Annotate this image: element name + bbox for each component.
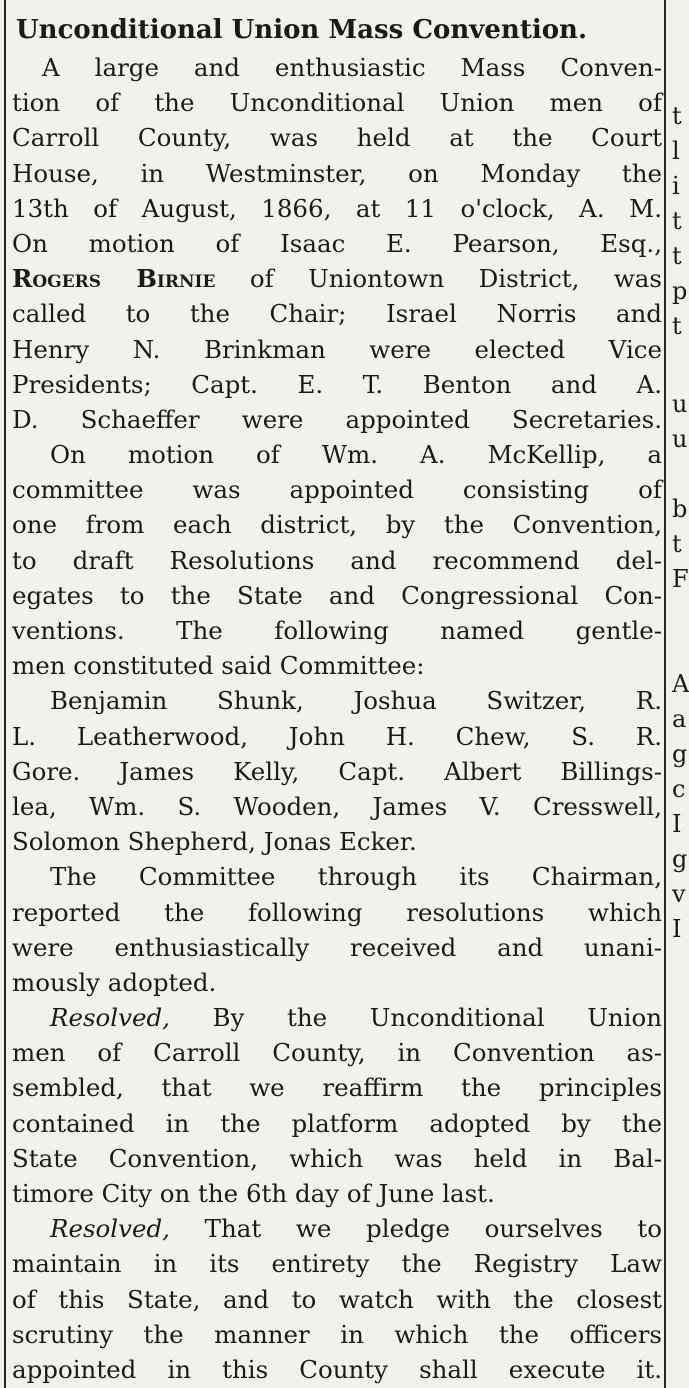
text-line: Presidents; Capt. E. T. Benton and A. (12, 369, 662, 399)
paragraph-6 (12, 1211, 662, 1387)
paragraph-2 (12, 437, 662, 683)
fragment-char: v (672, 880, 686, 908)
text-line: sembled, that we reaffirm the principles (12, 1073, 662, 1103)
text-fragment: By the Unconditional Union (212, 1003, 662, 1033)
text-line: 13th of August, 1866, at 11 o'clock, A. M. (12, 193, 662, 223)
resolved-label: Resolved, (50, 1214, 170, 1244)
chairman-name: Rogers Birnie (12, 264, 216, 294)
fragment-char: c (672, 775, 686, 803)
text-line: State Convention, which was held in Bal- (12, 1143, 662, 1173)
text-line: Carroll County, was held at the Court (12, 123, 662, 153)
text-line: men constituted said Committee: (12, 651, 425, 681)
fragment-char: t (672, 207, 682, 235)
text-line: called to the Chair; Israel Norris and (12, 299, 662, 329)
fragment-char: t (672, 530, 682, 558)
text-line: one from each district, by the Convention, (12, 510, 662, 540)
text-line: Benjamin Shunk, Joshua Switzer, R. (50, 686, 662, 716)
paragraph-3 (12, 683, 662, 859)
text-line: appointed in this County shall execute it. (12, 1354, 662, 1384)
text-line: Solomon Shepherd, Jonas Ecker. (12, 827, 417, 857)
text-line: On motion of Isaac E. Pearson, Esq., (12, 228, 662, 258)
column-rule-right (664, 0, 666, 1388)
fragment-char: a (672, 705, 687, 733)
text-line: tion of the Unconditional Union men of (12, 88, 662, 118)
text-fragment: That we pledge ourselves to (204, 1214, 662, 1244)
text-line: ventions. The following named gentle- (12, 616, 662, 645)
fragment-char: b (672, 495, 688, 523)
fragment-char: l (672, 137, 680, 165)
text-line: committee was appointed consisting of (12, 475, 662, 505)
text-line: D. Schaeffer were appointed Secretaries. (12, 404, 662, 434)
text-line: On motion of Wm. A. McKellip, a (50, 440, 662, 470)
article (12, 10, 662, 1387)
paragraph-5 (12, 1000, 662, 1211)
paragraph-1 (12, 50, 662, 437)
text-line: contained in the platform adopted by the (12, 1108, 662, 1138)
text-line: Gore. James Kelly, Capt. Albert Billings- (12, 756, 662, 786)
text-line: men of Carroll County, in Convention as- (12, 1038, 662, 1068)
fragment-char: p (672, 277, 688, 305)
text-line: L. Leatherwood, John H. Chew, S. R. (12, 721, 662, 751)
fragment-char: t (672, 242, 682, 270)
column-rule-left (4, 0, 6, 1388)
text-fragment: of Uniontown District, was (249, 264, 662, 294)
fragment-char: i (672, 172, 680, 200)
text-line: mously adopted. (12, 967, 217, 997)
fragment-char: F (672, 565, 689, 593)
text-line (12, 1211, 662, 1246)
text-line: timore City on the 6th day of June last. (12, 1179, 495, 1208)
text-line: Henry N. Brinkman were elected Vice (12, 334, 662, 364)
text-line: lea, Wm. S. Wooden, James V. Cresswell, (12, 791, 662, 821)
fragment-char: u (672, 390, 688, 418)
text-line: were enthusiastically received and unani- (12, 932, 662, 962)
text-line: House, in Westminster, on Monday the (12, 158, 662, 188)
resolved-label: Resolved, (50, 1003, 170, 1033)
text-line: egates to the State and Congressional Con- (12, 580, 662, 610)
text-line: scrutiny the manner in which the officers (12, 1319, 662, 1349)
fragment-char: A (672, 670, 689, 698)
fragment-char: t (672, 102, 682, 130)
text-line: maintain in its entirety the Registry Law (12, 1249, 662, 1279)
article-headline: Unconditional Union Mass Convention. (16, 15, 587, 45)
paragraph-4 (12, 859, 662, 1000)
text-line: of this State, and to watch with the closest (12, 1284, 662, 1314)
fragment-char: t (672, 312, 682, 340)
text-line: The Committee through its Chairman, (50, 862, 662, 892)
text-line (12, 1000, 662, 1035)
fragment-char: I (672, 915, 682, 943)
text-line: reported the following resolutions which (12, 897, 662, 927)
fragment-char: g (672, 740, 688, 768)
fragment-char: u (672, 425, 688, 453)
text-line: A large and enthusiastic Mass Conven- (42, 53, 662, 82)
fragment-char: I (672, 810, 682, 838)
fragment-char: g (672, 845, 688, 873)
text-line (12, 261, 662, 296)
text-line: to draft Resolutions and recommend del- (12, 545, 662, 575)
